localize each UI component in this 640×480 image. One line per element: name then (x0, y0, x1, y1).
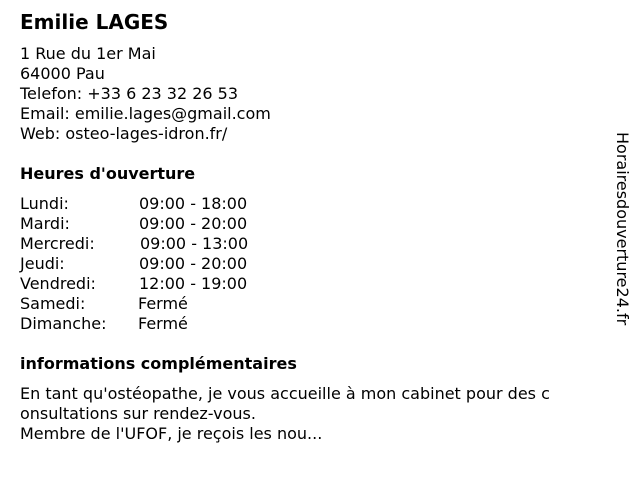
address-city: 64000 Pau (20, 64, 105, 83)
description-line: En tant qu'ostéopathe, je vous accueille à mon cabinet pour des c (20, 384, 550, 403)
address-street: 1 Rue du 1er Mai (20, 44, 156, 63)
hours-day: Lundi: (20, 194, 69, 213)
hours-day: Mardi: (20, 214, 70, 233)
hours-day: Jeudi: (20, 254, 65, 273)
hours-time: 09:00 - 20:00 (139, 254, 248, 273)
hours-time: 12:00 - 19:00 (139, 274, 248, 293)
hours-time-closed: Fermé (138, 294, 188, 313)
email-line: Email: emilie.lages@gmail.com (20, 104, 271, 123)
phone-line: Telefon: +33 6 23 32 26 53 (20, 84, 239, 103)
info-heading: informations complémentaires (20, 354, 297, 373)
hours-time: 09:00 - 20:00 (139, 214, 248, 233)
contact-block (20, 44, 271, 144)
hours-day: Mercredi: (20, 234, 95, 253)
hours-time-closed: Fermé (138, 314, 188, 333)
hours-time: 09:00 - 13:00 (140, 234, 249, 253)
hours-time: 09:00 - 18:00 (139, 194, 248, 213)
hours-day: Samedi: (20, 294, 86, 313)
description-line: onsultations sur rendez-vous. (20, 404, 256, 423)
web-line: Web: osteo-lages-idron.fr/ (20, 124, 228, 143)
business-name: Emilie LAGES (20, 10, 169, 34)
description-line: Membre de l'UFOF, je reçois les nou... (20, 424, 323, 443)
hours-day: Vendredi: (20, 274, 96, 293)
site-watermark: Horairesdouverture24.fr (613, 132, 632, 326)
hours-heading: Heures d'ouverture (20, 164, 196, 183)
hours-day: Dimanche: (20, 314, 107, 333)
description-text (20, 384, 600, 444)
